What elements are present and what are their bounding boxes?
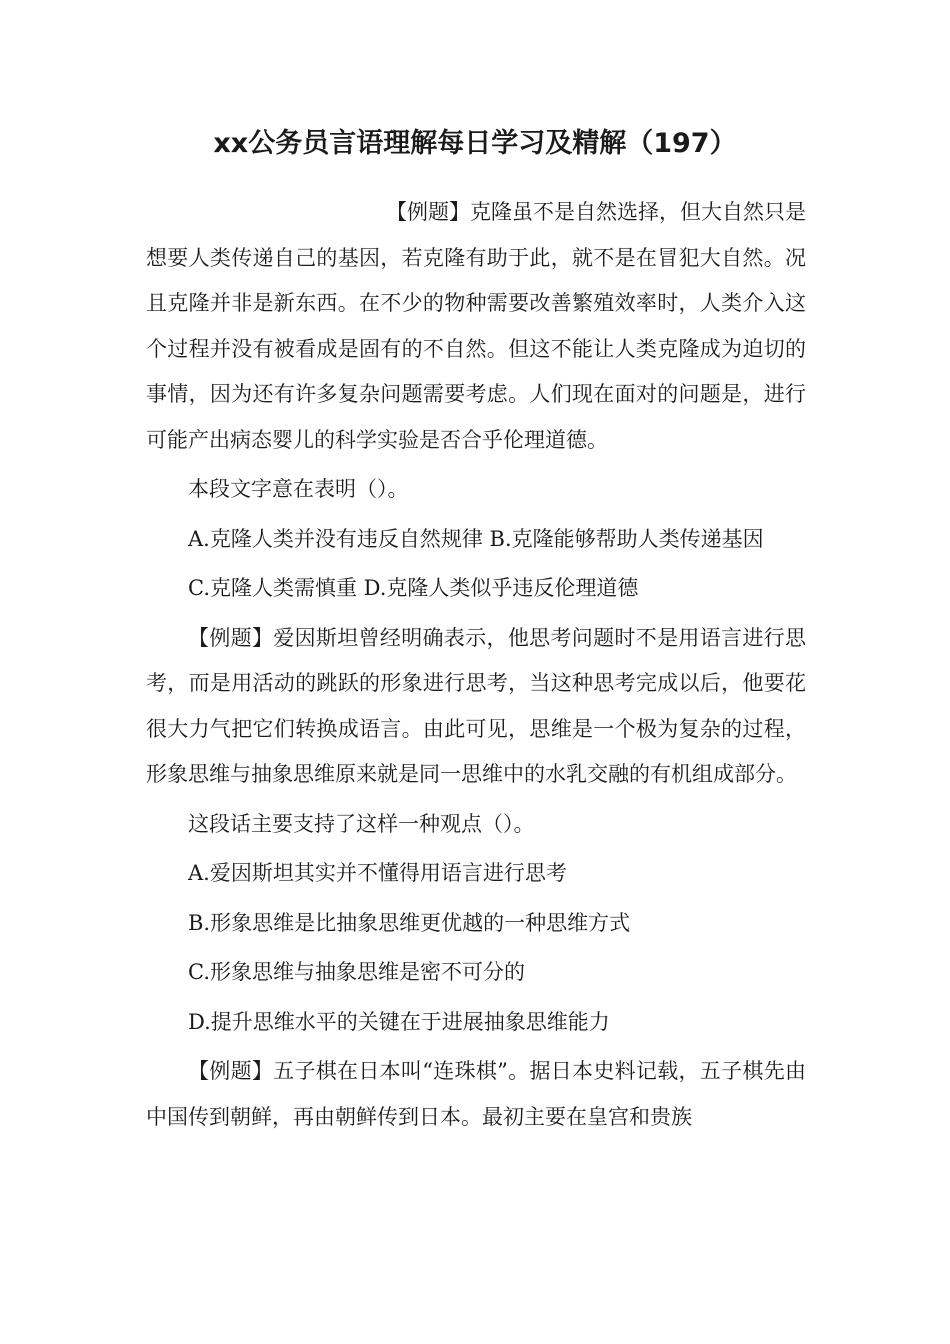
- document-body: [146, 190, 806, 1140]
- question-1-passage: 【例题】克隆虽不是自然选择，但大自然只是想要人类传递自己的基因，若克隆有助于此，就不是在冒犯大自然。况且克隆并非是新东西。在不少的物种需要改善繁殖效率时，人类介入这个过程并没有被看成是固有的不自然。但这不能让人类克隆成为迫切的事情，因为还有许多复杂问题需要考虑。人们现在面对的问题是，进行可能产出病态婴儿的科学实验是否合乎伦理道德。: [146, 200, 806, 452]
- question-2-passage: 【例题】爱因斯坦曾经明确表示，他思考问题时不是用语言进行思考，而是用活动的跳跃的形象进行思考，当这种思考完成以后，他要花很大力气把它们转换成语言。由此可见，思维是一个极为复杂的过程，形象思维与抽象思维原来就是同一思维中的水乳交融的有机组成部分。: [146, 625, 806, 786]
- question-2-option-a: A.爱因斯坦其实并不懂得用语言进行思考: [188, 861, 567, 885]
- question-2-option-b: B.形象思维是比抽象思维更优越的一种思维方式: [188, 910, 631, 935]
- question-1-options-line-2: C.克隆人类需慎重 D.克隆人类似乎违反伦理道德: [188, 576, 639, 600]
- question-2-prompt: 这段话主要支持了这样一种观点（）。: [188, 811, 535, 836]
- document-title: xx公务员言语理解每日学习及精解（197）: [213, 128, 737, 159]
- question-2-option-c: C.形象思维与抽象思维是密不可分的: [188, 960, 525, 984]
- question-2-option-d: D.提升思维水平的关键在于进展抽象思维能力: [188, 1009, 610, 1034]
- question-1-prompt: 本段文字意在表明（）。: [188, 477, 409, 501]
- question-3-passage: 【例题】五子棋在日本叫“连珠棋”。据日本史料记载，五子棋先由中国传到朝鲜，再由朝鲜传到日本。最初主要在皇宫和贵族: [146, 1059, 806, 1129]
- question-1-options-line-1: A.克隆人类并没有违反自然规律 B.克隆能够帮助人类传递基因: [188, 526, 764, 551]
